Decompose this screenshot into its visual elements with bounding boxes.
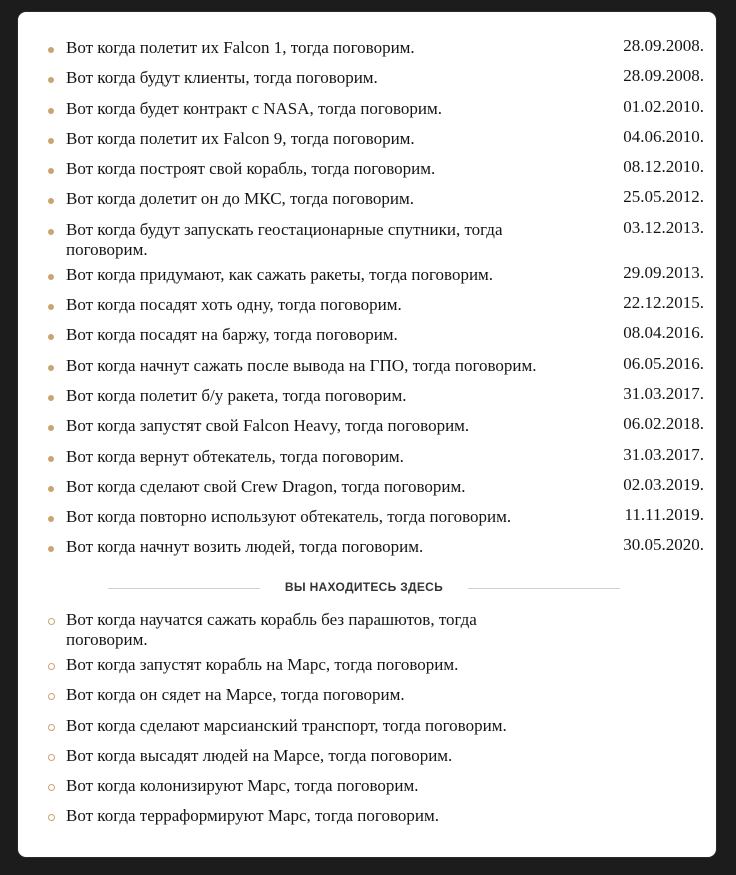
- milestone-text: Вот когда вернут обтекатель, тогда поговорим.: [66, 446, 404, 466]
- ring-bullet-icon: [48, 754, 55, 761]
- ring-bullet-icon: [48, 784, 55, 791]
- future-text: Вот когда научатся сажать корабль без парашютов, тогда поговорим.: [66, 610, 477, 649]
- milestone-text: Вот когда повторно используют обтекатель, тогда поговорим.: [66, 507, 512, 527]
- bullet-icon: [48, 229, 54, 235]
- milestone-row: [18, 127, 716, 157]
- divider-line: [468, 588, 620, 589]
- milestone-date: 28.09.2008.: [623, 36, 704, 55]
- milestone-text: Вот когда начнут возить людей, тогда поговорим.: [66, 537, 424, 557]
- bullet-icon: [48, 304, 54, 310]
- milestone-date: 31.03.2017.: [623, 383, 704, 403]
- milestone-date: 28.09.2008.: [623, 66, 704, 86]
- future-row: [18, 608, 716, 653]
- milestone-date: 08.04.2016.: [623, 323, 704, 343]
- timeline-card: [18, 12, 716, 857]
- bullet-icon: [48, 334, 54, 340]
- milestone-row: [18, 66, 716, 96]
- milestone-date: 01.02.2010.: [623, 96, 704, 116]
- future-row: [18, 804, 716, 834]
- future-text: Вот когда высадят людей на Марсе, тогда поговорим.: [66, 745, 453, 765]
- milestone-row: [18, 97, 716, 127]
- milestone-text: Вот когда посадят на баржу, тогда поговорим.: [66, 325, 398, 345]
- milestone-text: Вот когда начнут сажать после вывода на ГПО, тогда поговорим.: [66, 355, 537, 375]
- future-milestones-list: [18, 608, 716, 835]
- milestone-row: [18, 187, 716, 217]
- bullet-icon: [48, 168, 54, 174]
- milestone-date: 22.12.2015.: [623, 293, 704, 313]
- future-text: Вот когда он сядет на Марсе, тогда поговорим.: [66, 685, 405, 705]
- future-text: Вот когда запустят корабль на Марс, тогда поговорим.: [66, 655, 459, 674]
- milestone-text: Вот когда будут клиенты, тогда поговорим.: [66, 68, 378, 88]
- milestone-text: Вот когда полетит б/у ракета, тогда поговорим.: [66, 385, 407, 405]
- milestone-row: [18, 293, 716, 323]
- milestone-date: 06.02.2018.: [623, 414, 704, 434]
- milestone-date: 02.03.2019.: [623, 474, 704, 494]
- milestone-text: Вот когда запустят свой Falcon Heavy, тогда поговорим.: [66, 416, 470, 436]
- future-text: Вот когда сделают марсианский транспорт, тогда поговорим.: [66, 715, 507, 735]
- bullet-icon: [48, 47, 54, 53]
- milestone-date: 25.05.2012.: [623, 187, 704, 207]
- milestone-row: [18, 414, 716, 444]
- bullet-icon: [48, 395, 54, 401]
- ring-bullet-icon: [48, 724, 55, 731]
- milestone-date: 11.11.2019.: [624, 505, 704, 525]
- divider-line: [108, 588, 260, 589]
- milestone-row: [18, 218, 716, 263]
- bullet-icon: [48, 365, 54, 371]
- bullet-icon: [48, 274, 54, 280]
- milestone-row: [18, 505, 716, 535]
- past-milestones-list: [18, 36, 716, 566]
- bullet-icon: [48, 546, 54, 552]
- divider-label: ВЫ НАХОДИТЕСЬ ЗДЕСЬ: [284, 580, 444, 594]
- milestone-text: Вот когда будет контракт с NASA, тогда поговорим.: [66, 98, 442, 118]
- milestone-row: [18, 445, 716, 475]
- milestone-text: Вот когда сделают свой Crew Dragon, тогда поговорим.: [66, 476, 466, 496]
- milestone-row: [18, 475, 716, 505]
- milestone-date: 04.06.2010.: [623, 126, 704, 146]
- bullet-icon: [48, 425, 54, 431]
- milestone-text: Вот когда полетит их Falcon 1, тогда поговорим.: [66, 38, 415, 57]
- future-row: [18, 774, 716, 804]
- milestone-row: [18, 263, 716, 293]
- milestone-row: [18, 36, 716, 66]
- milestone-text: Вот когда долетит он до МКС, тогда поговорим.: [66, 189, 414, 209]
- milestone-date: 03.12.2013.: [623, 217, 704, 237]
- future-row: [18, 714, 716, 744]
- bullet-icon: [48, 108, 54, 114]
- bullet-icon: [48, 198, 54, 204]
- milestone-text: Вот когда полетит их Falcon 9, тогда поговорим.: [66, 128, 415, 148]
- milestone-text: Вот когда будут запускать геостационарные спутники, тогда поговорим.: [66, 219, 503, 259]
- bullet-icon: [48, 486, 54, 492]
- milestone-row: [18, 535, 716, 565]
- future-text: Вот когда терраформируют Марс, тогда поговорим.: [66, 806, 439, 826]
- ring-bullet-icon: [48, 663, 55, 670]
- ring-bullet-icon: [48, 618, 55, 625]
- bullet-icon: [48, 138, 54, 144]
- future-row: [18, 683, 716, 713]
- future-row: [18, 653, 716, 683]
- ring-bullet-icon: [48, 814, 55, 821]
- milestone-row: [18, 354, 716, 384]
- bullet-icon: [48, 77, 54, 83]
- bullet-icon: [48, 456, 54, 462]
- milestone-date: 31.03.2017.: [623, 444, 704, 464]
- ring-bullet-icon: [48, 693, 55, 700]
- bullet-icon: [48, 516, 54, 522]
- future-row: [18, 744, 716, 774]
- milestone-row: [18, 384, 716, 414]
- future-text: Вот когда колонизируют Марс, тогда поговорим.: [66, 776, 419, 796]
- milestone-row: [18, 323, 716, 353]
- you-are-here-divider: [18, 578, 716, 598]
- milestone-date: 08.12.2010.: [623, 157, 704, 177]
- milestone-text: Вот когда придумают, как сажать ракеты, тогда поговорим.: [66, 264, 494, 284]
- milestone-date: 29.09.2013.: [623, 262, 704, 282]
- milestone-text: Вот когда построят свой корабль, тогда поговорим.: [66, 159, 436, 179]
- milestone-date: 06.05.2016.: [623, 353, 704, 373]
- milestone-row: [18, 157, 716, 187]
- milestone-date: 30.05.2020.: [623, 535, 704, 555]
- milestone-text: Вот когда посадят хоть одну, тогда поговорим.: [66, 295, 402, 315]
